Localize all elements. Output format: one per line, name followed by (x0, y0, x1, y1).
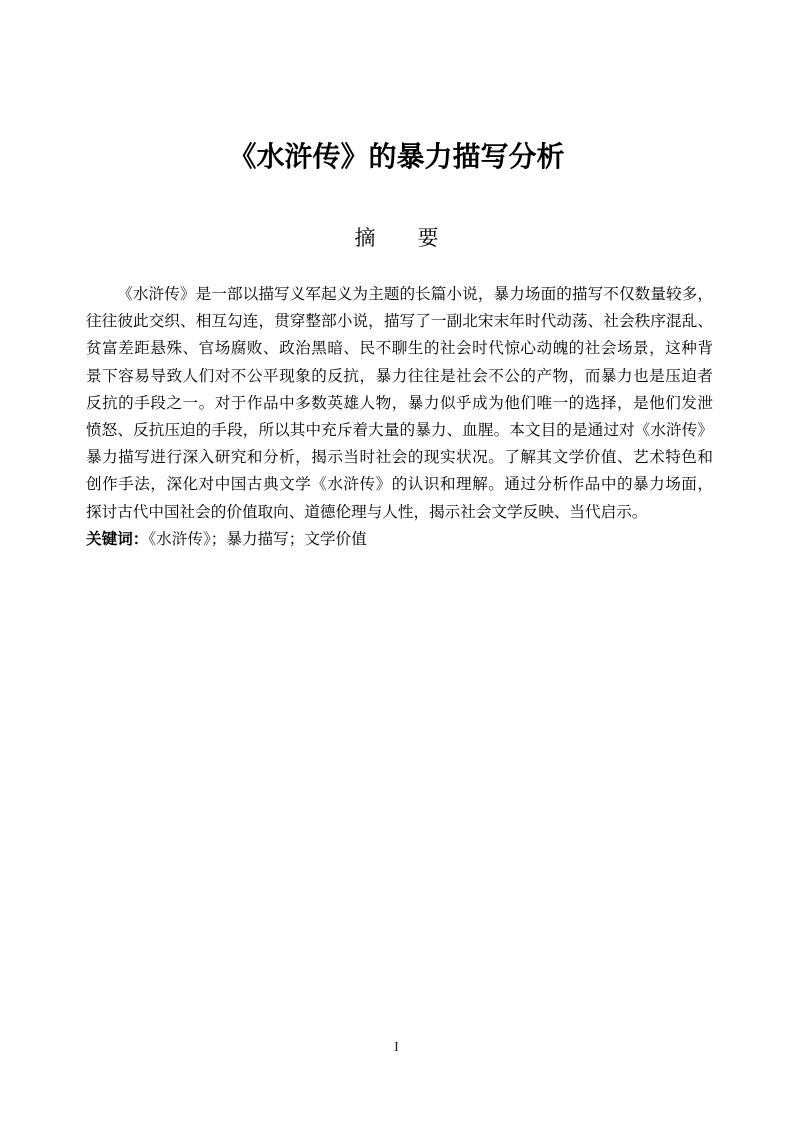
abstract-line: 往往彼此交织、相互勾连，贯穿整部小说，描写了一副北宋末年时代动荡、社会秩序混乱、 (86, 313, 713, 331)
abstract-line: 《水浒传》是一部以描写义军起义为主题的长篇小说，暴力场面的描写不仅数量较多， (117, 286, 713, 303)
abstract-line: 景下容易导致人们对不公平现象的反抗，暴力往往是社会不公的产物，而暴力也是压迫者 (86, 367, 713, 385)
keywords-line (86, 526, 713, 553)
abstract-line: 暴力描写进行深入研究和分析，揭示当时社会的现实状况。了解其文学价值、艺术特色和 (86, 449, 713, 467)
abstract-line: 反抗的手段之一。对于作品中多数英雄人物，暴力似乎成为他们唯一的选择，是他们发泄 (86, 394, 713, 412)
abstract-line: 贫富差距悬殊、官场腐败、政治黑暗、民不聊生的社会时代惊心动魄的社会场景，这种背 (86, 340, 713, 358)
abstract-heading: 摘 要 (354, 226, 439, 250)
abstract-line: 愤怒、反抗压迫的手段，所以其中充斥着大量的暴力、血腥。本文目的是通过对《水浒传》 (86, 422, 713, 440)
abstract-line: 创作手法，深化对中国古典文学《水浒传》的认识和理解。通过分析作品中的暴力场面， (86, 476, 713, 494)
page-number: I (394, 1040, 399, 1055)
abstract-section (86, 281, 713, 553)
document-title: 《水浒传》的暴力描写分析 (228, 141, 565, 172)
keywords-label: 关键词： (86, 530, 149, 548)
abstract-paragraph (86, 281, 713, 526)
keywords-text: 《水浒传》；暴力描写；文学价值 (148, 530, 367, 548)
abstract-line: 探讨古代中国社会的价值取向、道德伦理与人性，揭示社会文学反映、当代启示。 (86, 503, 648, 521)
